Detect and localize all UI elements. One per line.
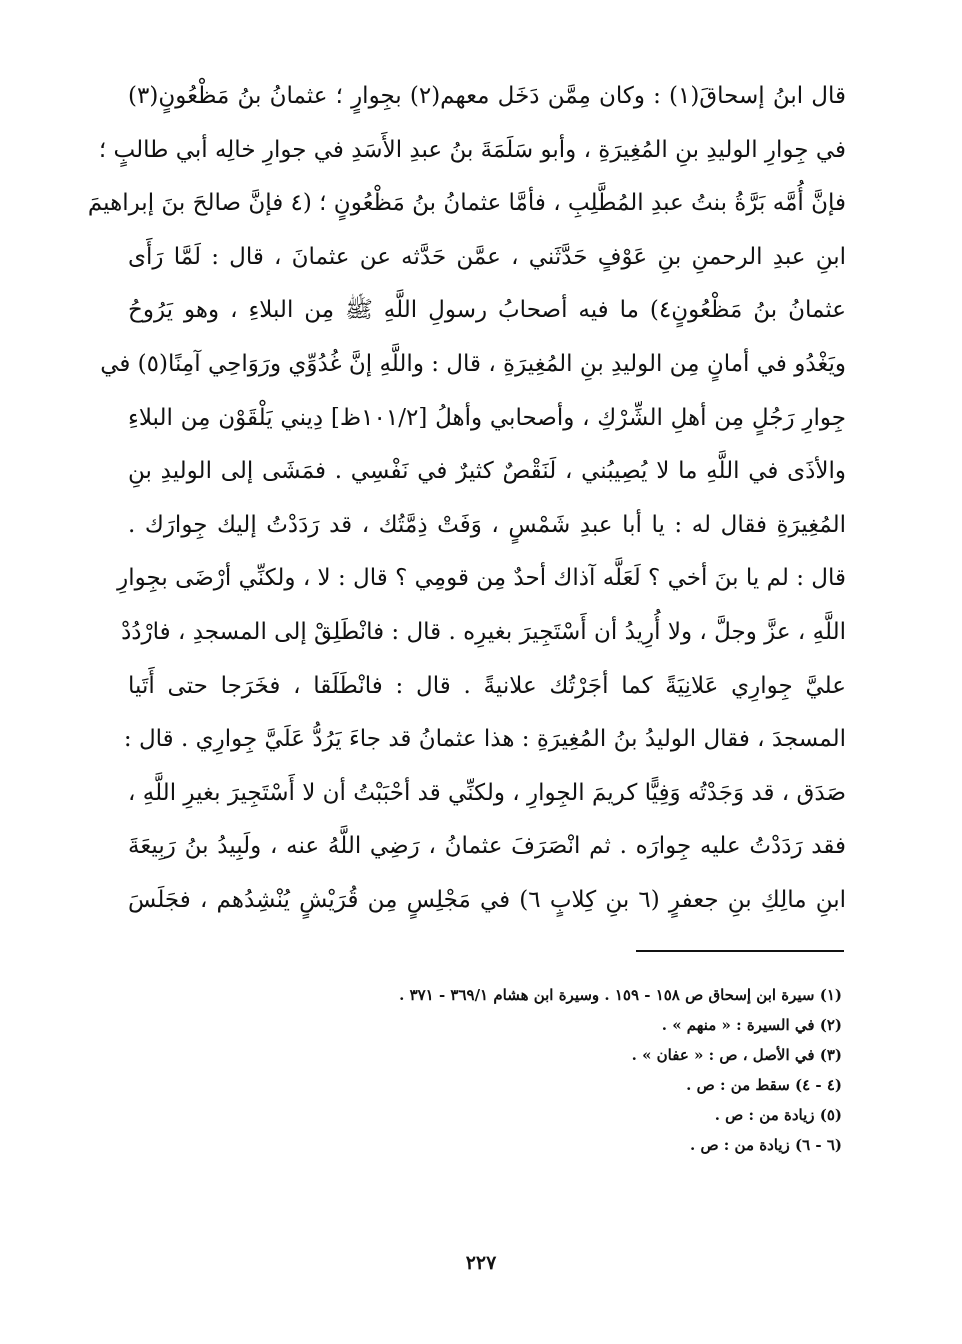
text-line: ويَغْدُو في أمانٍ مِن الوليدِ بنِ المُغِيرَةِ ، قال : واللَّهِ إنَّ غُدُوِّي ورَوَاحِي آمِنًا(٥) في — [100, 350, 846, 377]
text-line: صَدَق ، قد وَجَدْتُه وَفِيًّا كريمَ الجِوارِ ، ولكنِّي قد أحْبَبْتُ أن لا أَسْتَجِيرَ بغيرِ اللَّهِ ، — [128, 779, 846, 806]
text-line: في جِوارِ الوليدِ بنِ المُغِيرَةِ ، وأبو سَلَمَةَ بنُ عبدِ الأَسَدِ في جوارِ خالِه أبي طالبٍ ؛ — [98, 136, 846, 163]
text-line: قال : لم يا بنَ أخي ؟ لَعَلَّه آذاك أحدٌ مِن قومِي ؟ قال : لا ، ولكنِّي أرْضَى بجِوارِ — [117, 565, 846, 592]
footnote: (٣) في الأصل ، ص : « عفان » . — [631, 1046, 842, 1064]
text-line: قال ابنُ إسحاقَ(١) : وكان مِمَّن دَخَل معهم(٢) بجِوارٍ ؛ عثمانُ بنُ مَظْعُونٍ(٣) — [128, 83, 846, 109]
footnote-separator — [636, 950, 844, 952]
footnote: (٢) في السيرة : « منهم » . — [661, 1016, 842, 1034]
footnotes — [182, 980, 842, 1160]
text-line: ابنِ عبدِ الرحمنِ بنِ عَوْفٍ حَدَّثَني ، عمَّن حَدَّثه عن عثمانَ ، قال : لَمَّا رَأَى — [128, 243, 846, 270]
text-line: عثمانُ بنُ مَظْعُونٍ٤) ما فيه أصحابُ رسولِ اللَّهِ ﷺ مِن البلاءِ ، وهو يَرُوحُ — [128, 297, 847, 324]
page-number: ٢٢٧ — [465, 1252, 497, 1274]
text-line: فإنَّ أُمَّه بَرَّةُ بنتُ عبدِ المُطَّلِبِ ، فأمَّا عثمانُ بنُ مَظْعُونٍ ؛ (٤ فإنَّ صالحَ بنَ إبراهيمَ — [87, 190, 846, 217]
text-line: المُغِيرَةِ فقال له : يا أبا عبدِ شَمْسٍ ، وَفَتْ ذِمَّتُك ، قد رَدَدْتُ إليك جِوارَك . — [128, 511, 846, 538]
main-text — [87, 70, 847, 928]
footnote: (١) سيرة ابن إسحاق ص ١٥٨ - ١٥٩ . وسيرة ابن هشام ٣٦٩/١ - ٣٧١ . — [399, 986, 842, 1004]
text-line: ابنِ مالِكِ بنِ جعفرٍ (٦ بنِ كِلابٍ ٦) في مَجْلِسٍ مِن قُرَيْشٍ يُنْشِدُهم ، فجَلَسَ — [128, 886, 847, 913]
text-line: اللَّهِ ، عزَّ وجلَّ ، ولا أُرِيدُ أن أَسْتَجِيرَ بغيرِه . قال : فانْطَلِقْ إلى المسجدِ ، فارْدُدْ — [121, 618, 846, 645]
footnote: (٦ - ٦) زيادة من : ص . — [690, 1136, 842, 1154]
text-line: جِوارِ رَجُلٍ مِن أهلِ الشِّرْكِ ، وأصحابي وأهلُ [١٠١/٢ظ] دِيني يَلْقَوْن مِن البلاءِ — [128, 404, 846, 431]
footnote: (٥) زيادة من : ص . — [714, 1106, 842, 1124]
footnote: (٤ - ٤) سقط من : ص . — [686, 1076, 842, 1094]
text-line: والأذَى في اللَّهِ ما لا يُصِيبُني ، لَنَقْصٌ كثيرٌ في نَفْسِي . فمَشَى إلى الوليدِ بنِ — [128, 458, 846, 485]
text-line: فقد رَدَدْتُ عليه جِوارَه . ثم انْصَرَفَ عثمانُ ، رَضِي اللَّهُ عنه ، ولَبِيدُ بنُ رَبِيعَةَ — [128, 833, 846, 860]
text-line: المسجدَ ، فقال الوليدُ بنُ المُغِيرَةِ : هذا عثمانُ قد جاءَ يَرُدُّ عَلَيَّ جِوارِي . قال : — [123, 726, 846, 753]
text-line: عليَّ جِوارِي عَلانِيَةً كما أجَرْتُك علانيةً . قال : فانْطَلَقا ، فخَرَجا حتى أَتَيا — [128, 672, 846, 699]
